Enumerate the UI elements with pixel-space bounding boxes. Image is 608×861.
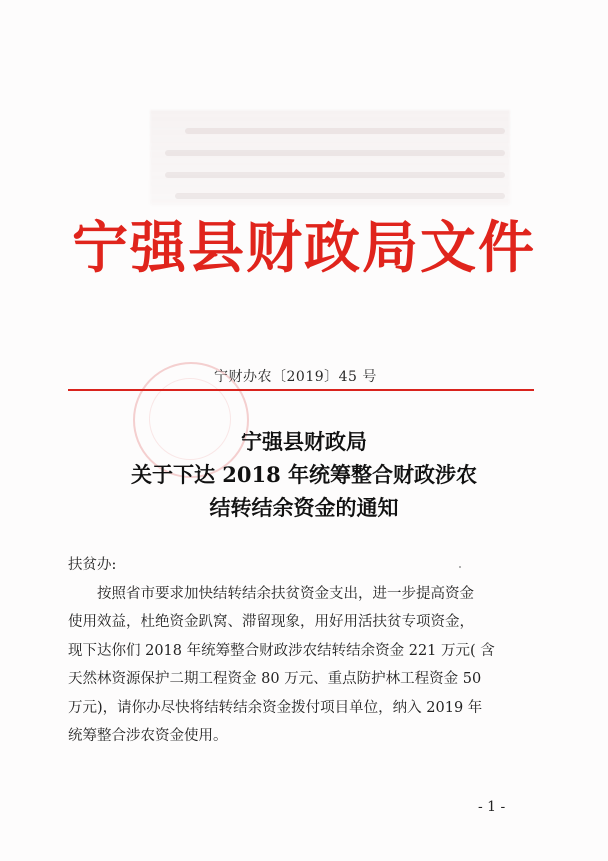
page-number: - 1 - bbox=[478, 799, 506, 815]
red-divider-line bbox=[68, 389, 534, 391]
document-number: 宁财办农〔2019〕45 号 bbox=[214, 369, 377, 385]
body-line: 万元)，请你办尽快将结转结余资金拨付项目单位，纳入 2019 年 bbox=[68, 699, 483, 716]
subject-line: 关于下达 2018 年统筹整合财政涉农 bbox=[130, 462, 478, 487]
subject-line: 结转结余资金的通知 bbox=[209, 495, 399, 520]
body-line: 统筹整合涉农资金使用。 bbox=[68, 728, 228, 744]
notice-body bbox=[68, 551, 538, 751]
subject-line: 宁强县财政局 bbox=[241, 429, 367, 454]
salutation: 扶贫办: bbox=[68, 557, 117, 573]
body-line: 现下达你们 2018 年统筹整合财政涉农结转结余资金 221 万元( 含 bbox=[68, 642, 495, 659]
show-through-line bbox=[165, 150, 505, 156]
show-through-text bbox=[150, 110, 510, 205]
show-through-line bbox=[185, 128, 505, 134]
document-header-title: 宁强县财政局文件 bbox=[72, 215, 536, 281]
body-line: 按照省市要求加快结转结余扶贫资金支出，进一步提高资金 bbox=[97, 585, 474, 602]
notice-subject bbox=[0, 425, 608, 524]
body-line: 天然林资源保护二期工程资金 80 万元、重点防护林工程资金 50 bbox=[68, 671, 482, 687]
show-through-line bbox=[165, 172, 505, 178]
show-through-line bbox=[175, 193, 505, 199]
body-line: 使用效益，杜绝资金趴窝、滞留现象，用好用活扶贫专项资金， bbox=[68, 614, 474, 630]
